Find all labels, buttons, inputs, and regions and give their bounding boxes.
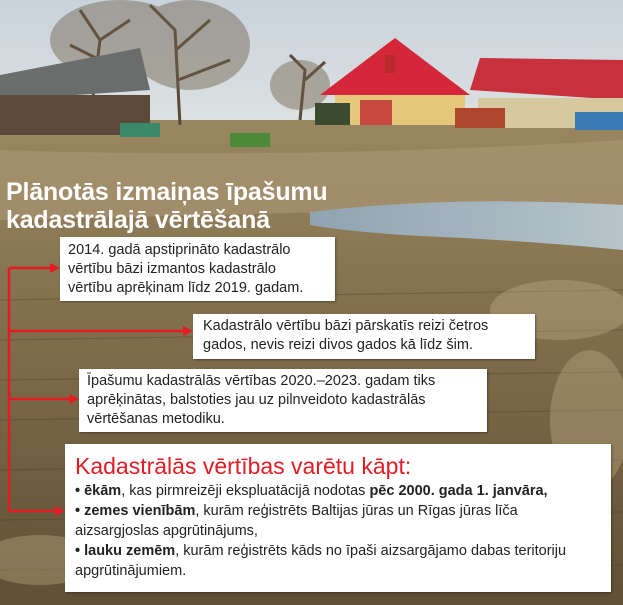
item-tail: ,	[543, 483, 548, 499]
title-line-1: Plānotās izmaiņas īpašumu	[6, 178, 328, 206]
item-text: , kurām reģistrēts Baltijas jūras un Rīgas jūras līča	[195, 503, 518, 519]
increase-item-land-units	[75, 501, 601, 521]
bullet: •	[75, 543, 81, 559]
bullet: •	[75, 503, 81, 519]
info-line: Īpašumu kadastrālās vērtības 2020.–2023. gadam tiks	[87, 373, 436, 389]
info-box-review-period	[193, 314, 535, 359]
info-line: Kadastrālo vērtību bāzi pārskatīs reizi četros	[203, 318, 489, 334]
bullet: •	[75, 483, 81, 499]
item-bold-date: pēc 2000. gada 1. janvāra	[369, 483, 544, 499]
increase-item-land-units-cont: aizsargjoslas apgrūtinājums,	[75, 523, 258, 539]
item-text: , kurām reģistrēts kāds no īpaši aizsargājamo dabas teritoriju	[175, 543, 567, 559]
info-line: vērtēšanas metodiku.	[87, 411, 225, 427]
increase-item-rural-land	[75, 541, 601, 561]
infographic-title	[6, 178, 328, 234]
increase-heading: Kadastrālās vērtības varētu kāpt:	[75, 453, 412, 479]
increase-item-rural-land-cont: apgrūtinājumiem.	[75, 563, 187, 579]
title-line-2: kadastrālajā vērtēšanā	[6, 206, 270, 234]
info-line: 2014. gadā apstiprināto kadastrālo	[68, 242, 291, 258]
info-box-2020-2023	[79, 369, 487, 432]
item-bold: ēkām	[84, 483, 122, 499]
item-bold: lauku zemēm	[84, 543, 176, 559]
increase-box	[65, 444, 611, 592]
info-line: vērtību aprēķinam līdz 2019. gadam.	[68, 280, 304, 296]
item-text: , kas pirmreizēji ekspluatācijā nodotas	[121, 483, 370, 499]
info-line: vērtību bāzi izmantos kadastrālo	[68, 261, 276, 277]
info-line: aprēķinātas, balstoties jau uz pilnveidoto kadastrālās	[87, 392, 426, 408]
info-line: gados, nevis reizi divos gados kā līdz šim.	[203, 337, 473, 353]
item-bold: zemes vienībām	[84, 503, 196, 519]
info-box-base-2014	[60, 237, 335, 301]
increase-item-buildings	[75, 481, 601, 501]
